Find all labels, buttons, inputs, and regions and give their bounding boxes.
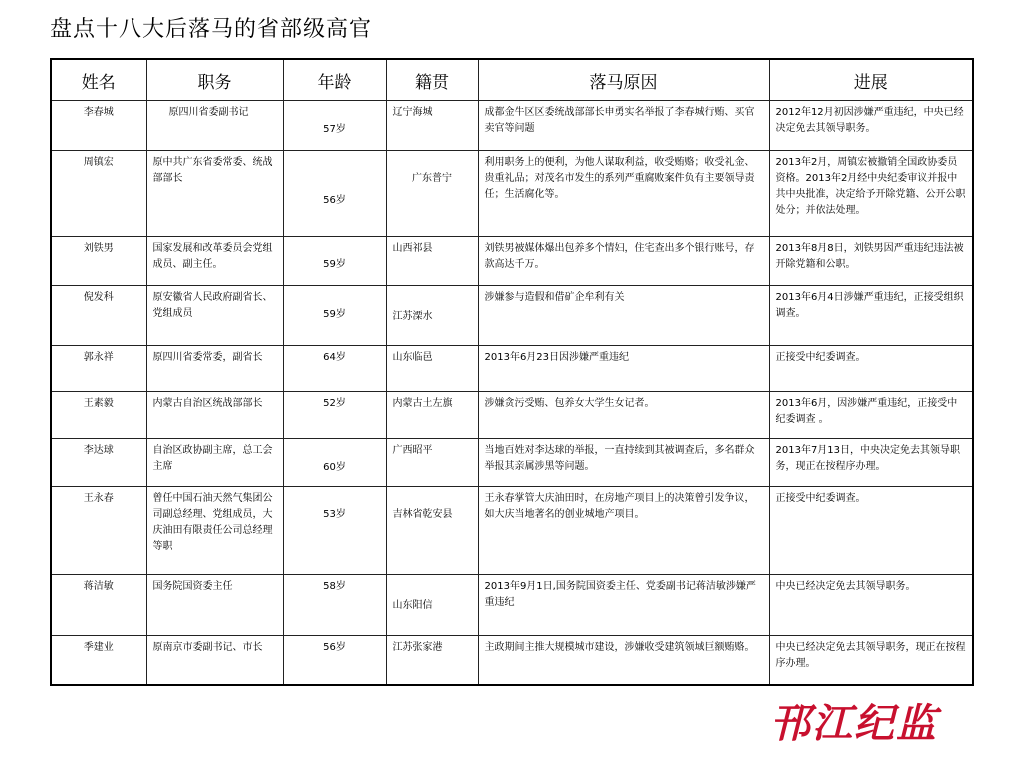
cell-position: 自治区政协副主席，总工会主席 — [146, 439, 283, 487]
cell-name: 季建业 — [51, 635, 146, 685]
cell-name: 王永春 — [51, 486, 146, 575]
cell-name: 李达球 — [51, 439, 146, 487]
cell-reason: 涉嫌贪污受贿、包养女大学生女记者。 — [478, 392, 769, 439]
cell-native-place: 山西祁县 — [386, 237, 478, 286]
cell-name: 刘铁男 — [51, 237, 146, 286]
cell-position: 国家发展和改革委员会党组成员、副主任。 — [146, 237, 283, 286]
cell-age: 56岁 — [283, 635, 386, 685]
cell-native-place: 广西昭平 — [386, 439, 478, 487]
cell-position: 原四川省委副书记 — [146, 101, 283, 151]
cell-reason: 涉嫌参与造假和借矿企牟利有关 — [478, 286, 769, 346]
cell-position: 原南京市委副书记、市长 — [146, 635, 283, 685]
header-progress: 进展 — [769, 59, 973, 101]
cell-position: 原安徽省人民政府副省长、党组成员 — [146, 286, 283, 346]
cell-name: 李春城 — [51, 101, 146, 151]
cell-reason: 利用职务上的便利，为他人谋取利益，收受贿赂；收受礼金、贵重礼品；对茂名市发生的系列严重腐败案件负有主要领导责任；生活腐化等。 — [478, 150, 769, 237]
cell-age: 57岁 — [283, 101, 386, 151]
table-row — [51, 346, 973, 392]
cell-progress: 正接受中纪委调查。 — [769, 486, 973, 575]
table-row — [51, 237, 973, 286]
cell-name: 郭永祥 — [51, 346, 146, 392]
header-native-place: 籍贯 — [386, 59, 478, 101]
cell-progress: 中央已经决定免去其领导职务。 — [769, 575, 973, 635]
cell-position: 曾任中国石油天然气集团公司副总经理、党组成员，大庆油田有限责任公司总经理等职 — [146, 486, 283, 575]
cell-age: 59岁 — [283, 286, 386, 346]
cell-age: 64岁 — [283, 346, 386, 392]
cell-name: 王素毅 — [51, 392, 146, 439]
header-name: 姓名 — [51, 59, 146, 101]
table-row — [51, 635, 973, 685]
table-row — [51, 286, 973, 346]
cell-native-place: 广东普宁 — [386, 150, 478, 237]
cell-position: 原四川省委常委，副省长 — [146, 346, 283, 392]
cell-native-place: 内蒙古土左旗 — [386, 392, 478, 439]
cell-progress: 2012年12月初因涉嫌严重违纪，中央已经决定免去其领导职务。 — [769, 101, 973, 151]
cell-age: 60岁 — [283, 439, 386, 487]
table-row — [51, 101, 973, 151]
table-row — [51, 575, 973, 635]
cell-native-place: 辽宁海城 — [386, 101, 478, 151]
cell-progress: 2013年6月，因涉嫌严重违纪，正接受中纪委调查 。 — [769, 392, 973, 439]
table-row — [51, 439, 973, 487]
cell-progress: 中央已经决定免去其领导职务，现正在按程序办理。 — [769, 635, 973, 685]
cell-position: 原中共广东省委常委、统战部部长 — [146, 150, 283, 237]
table-row — [51, 486, 973, 575]
cell-progress: 2013年8月8日，刘铁男因严重违纪违法被开除党籍和公职。 — [769, 237, 973, 286]
cell-native-place: 江苏溧水 — [386, 286, 478, 346]
cell-reason: 2013年9月1日,国务院国资委主任、党委副书记蒋洁敏涉嫌严重违纪 — [478, 575, 769, 635]
cell-position: 国务院国资委主任 — [146, 575, 283, 635]
cell-progress: 2013年2月，周镇宏被撤销全国政协委员资格。2013年2月经中央纪委审议并报中共中央批准，决定给予开除党籍、公开公职处分；并依法处理。 — [769, 150, 973, 237]
cell-name: 周镇宏 — [51, 150, 146, 237]
cell-age: 58岁 — [283, 575, 386, 635]
cell-position: 内蒙古自治区统战部部长 — [146, 392, 283, 439]
table-row — [51, 392, 973, 439]
header-age: 年龄 — [283, 59, 386, 101]
cell-reason: 王永春掌管大庆油田时，在房地产项目上的决策曾引发争议，如大庆当地著名的创业城地产项目。 — [478, 486, 769, 575]
cell-native-place: 山东临邑 — [386, 346, 478, 392]
header-position: 职务 — [146, 59, 283, 101]
cell-progress: 2013年7月13日，中央决定免去其领导职务，现正在按程序办理。 — [769, 439, 973, 487]
cell-reason: 主政期间主推大规模城市建设，涉嫌收受建筑领域巨额贿赂。 — [478, 635, 769, 685]
header-row — [51, 59, 973, 101]
cell-age: 59岁 — [283, 237, 386, 286]
cell-reason: 2013年6月23日因涉嫌严重违纪 — [478, 346, 769, 392]
cell-age: 52岁 — [283, 392, 386, 439]
cell-reason: 当地百姓对李达球的举报，一直持续到其被调查后，多名群众举报其亲属涉黑等问题。 — [478, 439, 769, 487]
organization-logo: 邗江纪监 — [770, 701, 938, 747]
cell-name: 蒋洁敏 — [51, 575, 146, 635]
header-reason: 落马原因 — [478, 59, 769, 101]
cell-progress: 正接受中纪委调查。 — [769, 346, 973, 392]
page-title: 盘点十八大后落马的省部级高官 — [50, 17, 373, 42]
cell-native-place: 吉林省乾安县 — [386, 486, 478, 575]
table-row — [51, 150, 973, 237]
cell-reason: 成都金牛区区委统战部部长申勇实名举报了李春城行贿、买官卖官等问题 — [478, 101, 769, 151]
cell-progress: 2013年6月4日涉嫌严重违纪，正接受组织调查。 — [769, 286, 973, 346]
cell-reason: 刘铁男被媒体爆出包养多个情妇，住宅查出多个银行账号，存款高达千万。 — [478, 237, 769, 286]
cell-age: 56岁 — [283, 150, 386, 237]
officials-table — [50, 58, 974, 686]
cell-name: 倪发科 — [51, 286, 146, 346]
cell-age: 53岁 — [283, 486, 386, 575]
cell-native-place: 山东阳信 — [386, 575, 478, 635]
cell-native-place: 江苏张家港 — [386, 635, 478, 685]
